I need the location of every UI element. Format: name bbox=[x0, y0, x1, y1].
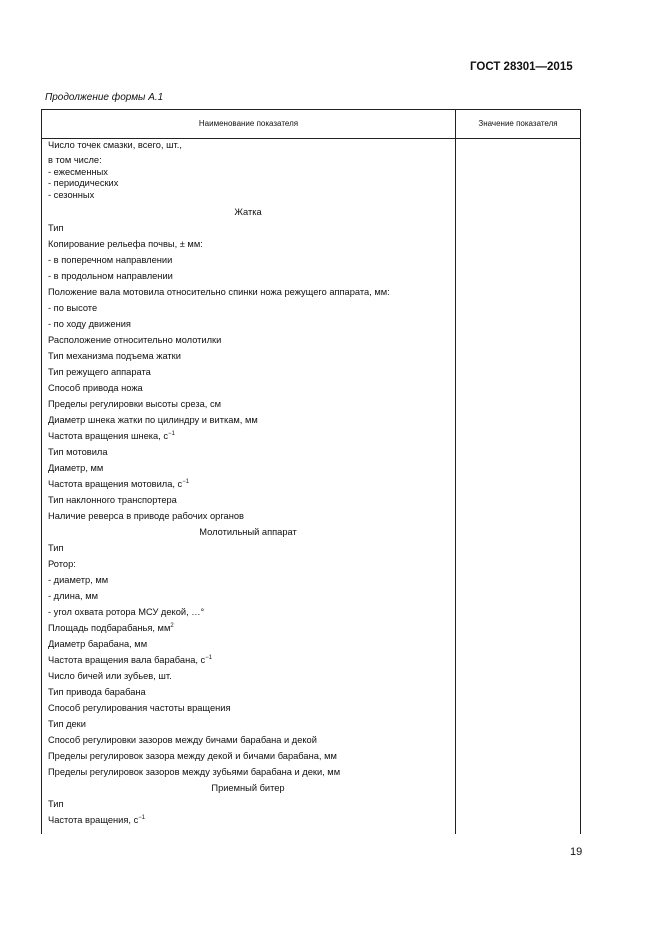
table-row: Тип механизма подъема жатки bbox=[48, 351, 181, 361]
column-divider bbox=[455, 110, 456, 834]
superscript: −1 bbox=[205, 655, 213, 661]
page-number: 19 bbox=[570, 846, 583, 858]
table-row: Тип bbox=[48, 223, 64, 233]
table-row: Копирование рельефа почвы, ± мм: bbox=[48, 239, 203, 249]
table-row: Диаметр барабана, мм bbox=[48, 639, 148, 649]
table-row: Тип bbox=[48, 799, 64, 809]
table-row: - длина, мм bbox=[48, 591, 98, 601]
row-text: Частота вращения вала барабана, с bbox=[48, 655, 206, 665]
superscript: 2 bbox=[170, 623, 174, 629]
row-text: Частота вращения шнека, с bbox=[48, 431, 169, 441]
table-row: Диаметр шнека жатки по цилиндру и виткам, мм bbox=[48, 415, 258, 425]
column-header-value: Значение показателя bbox=[478, 119, 558, 128]
section-title-zhatka: Жатка bbox=[234, 207, 262, 217]
table-row: Наличие реверса в приводе рабочих органов bbox=[48, 511, 244, 521]
table-row: Тип наклонного транспортера bbox=[48, 495, 177, 505]
table-row bbox=[48, 155, 448, 201]
table-row: Число бичей или зубьев, шт. bbox=[48, 671, 172, 681]
table-row: - угол охвата ротора МСУ декой, …° bbox=[48, 607, 205, 617]
table-row bbox=[48, 478, 448, 494]
section-title-molot: Молотильный аппарат bbox=[199, 527, 297, 537]
table-row: Способ регулирования частоты вращения bbox=[48, 703, 231, 713]
table-row: - по высоте bbox=[48, 303, 98, 313]
table-row: Пределы регулировок зазора между декой и бичами барабана, мм bbox=[48, 751, 337, 761]
table-row: - в продольном направлении bbox=[48, 271, 173, 281]
table-row bbox=[48, 622, 448, 638]
table-row: Пределы регулировок зазоров между зубьями барабана и деки, мм bbox=[48, 767, 341, 777]
superscript: −1 bbox=[182, 479, 190, 485]
table-header-row bbox=[42, 110, 580, 139]
row-text: Площадь подбарабанья, мм bbox=[48, 623, 171, 633]
row-line: - сезонных bbox=[48, 189, 95, 200]
table-row: Тип bbox=[48, 543, 64, 553]
column-header-name: Наименование показателя bbox=[198, 119, 299, 128]
table-row bbox=[48, 430, 448, 446]
table-row: Способ привода ножа bbox=[48, 383, 143, 393]
superscript: −1 bbox=[138, 815, 146, 821]
table-row: - диаметр, мм bbox=[48, 575, 109, 585]
table-row: - по ходу движения bbox=[48, 319, 131, 329]
table-row bbox=[48, 814, 448, 830]
table-row: Диаметр, мм bbox=[48, 463, 104, 473]
table-row: Тип режущего аппарата bbox=[48, 367, 151, 377]
table-row: Способ регулировки зазоров между бичами барабана и декой bbox=[48, 735, 317, 745]
table-row: Расположение относительно молотилки bbox=[48, 335, 222, 345]
table-row: - в поперечном направлении bbox=[48, 255, 173, 265]
row-line: - периодических bbox=[48, 178, 119, 188]
table-row: Тип деки bbox=[48, 719, 86, 729]
table-row: Число точек смазки, всего, шт., bbox=[48, 140, 182, 150]
row-line: в том числе: bbox=[48, 155, 102, 165]
table-row: Тип привода барабана bbox=[48, 687, 146, 697]
table-row bbox=[48, 654, 448, 670]
table-row: Ротор: bbox=[48, 559, 76, 569]
row-text: Частота вращения, с bbox=[48, 815, 139, 825]
section-title-priem: Приемный битер bbox=[211, 783, 285, 793]
form-caption: Продолжение формы А.1 bbox=[45, 92, 164, 103]
table-rows bbox=[48, 139, 448, 830]
table-row: Положение вала мотовила относительно спинки ножа режущего аппарата, мм: bbox=[48, 287, 390, 297]
standard-header: ГОСТ 28301—2015 bbox=[470, 61, 573, 73]
table-row: Тип мотовила bbox=[48, 447, 108, 457]
row-text: Частота вращения мотовила, с bbox=[48, 479, 183, 489]
row-line: - ежесменных bbox=[48, 166, 108, 177]
superscript: −1 bbox=[168, 431, 175, 437]
table-row: Пределы регулировки высоты среза, см bbox=[48, 399, 221, 409]
